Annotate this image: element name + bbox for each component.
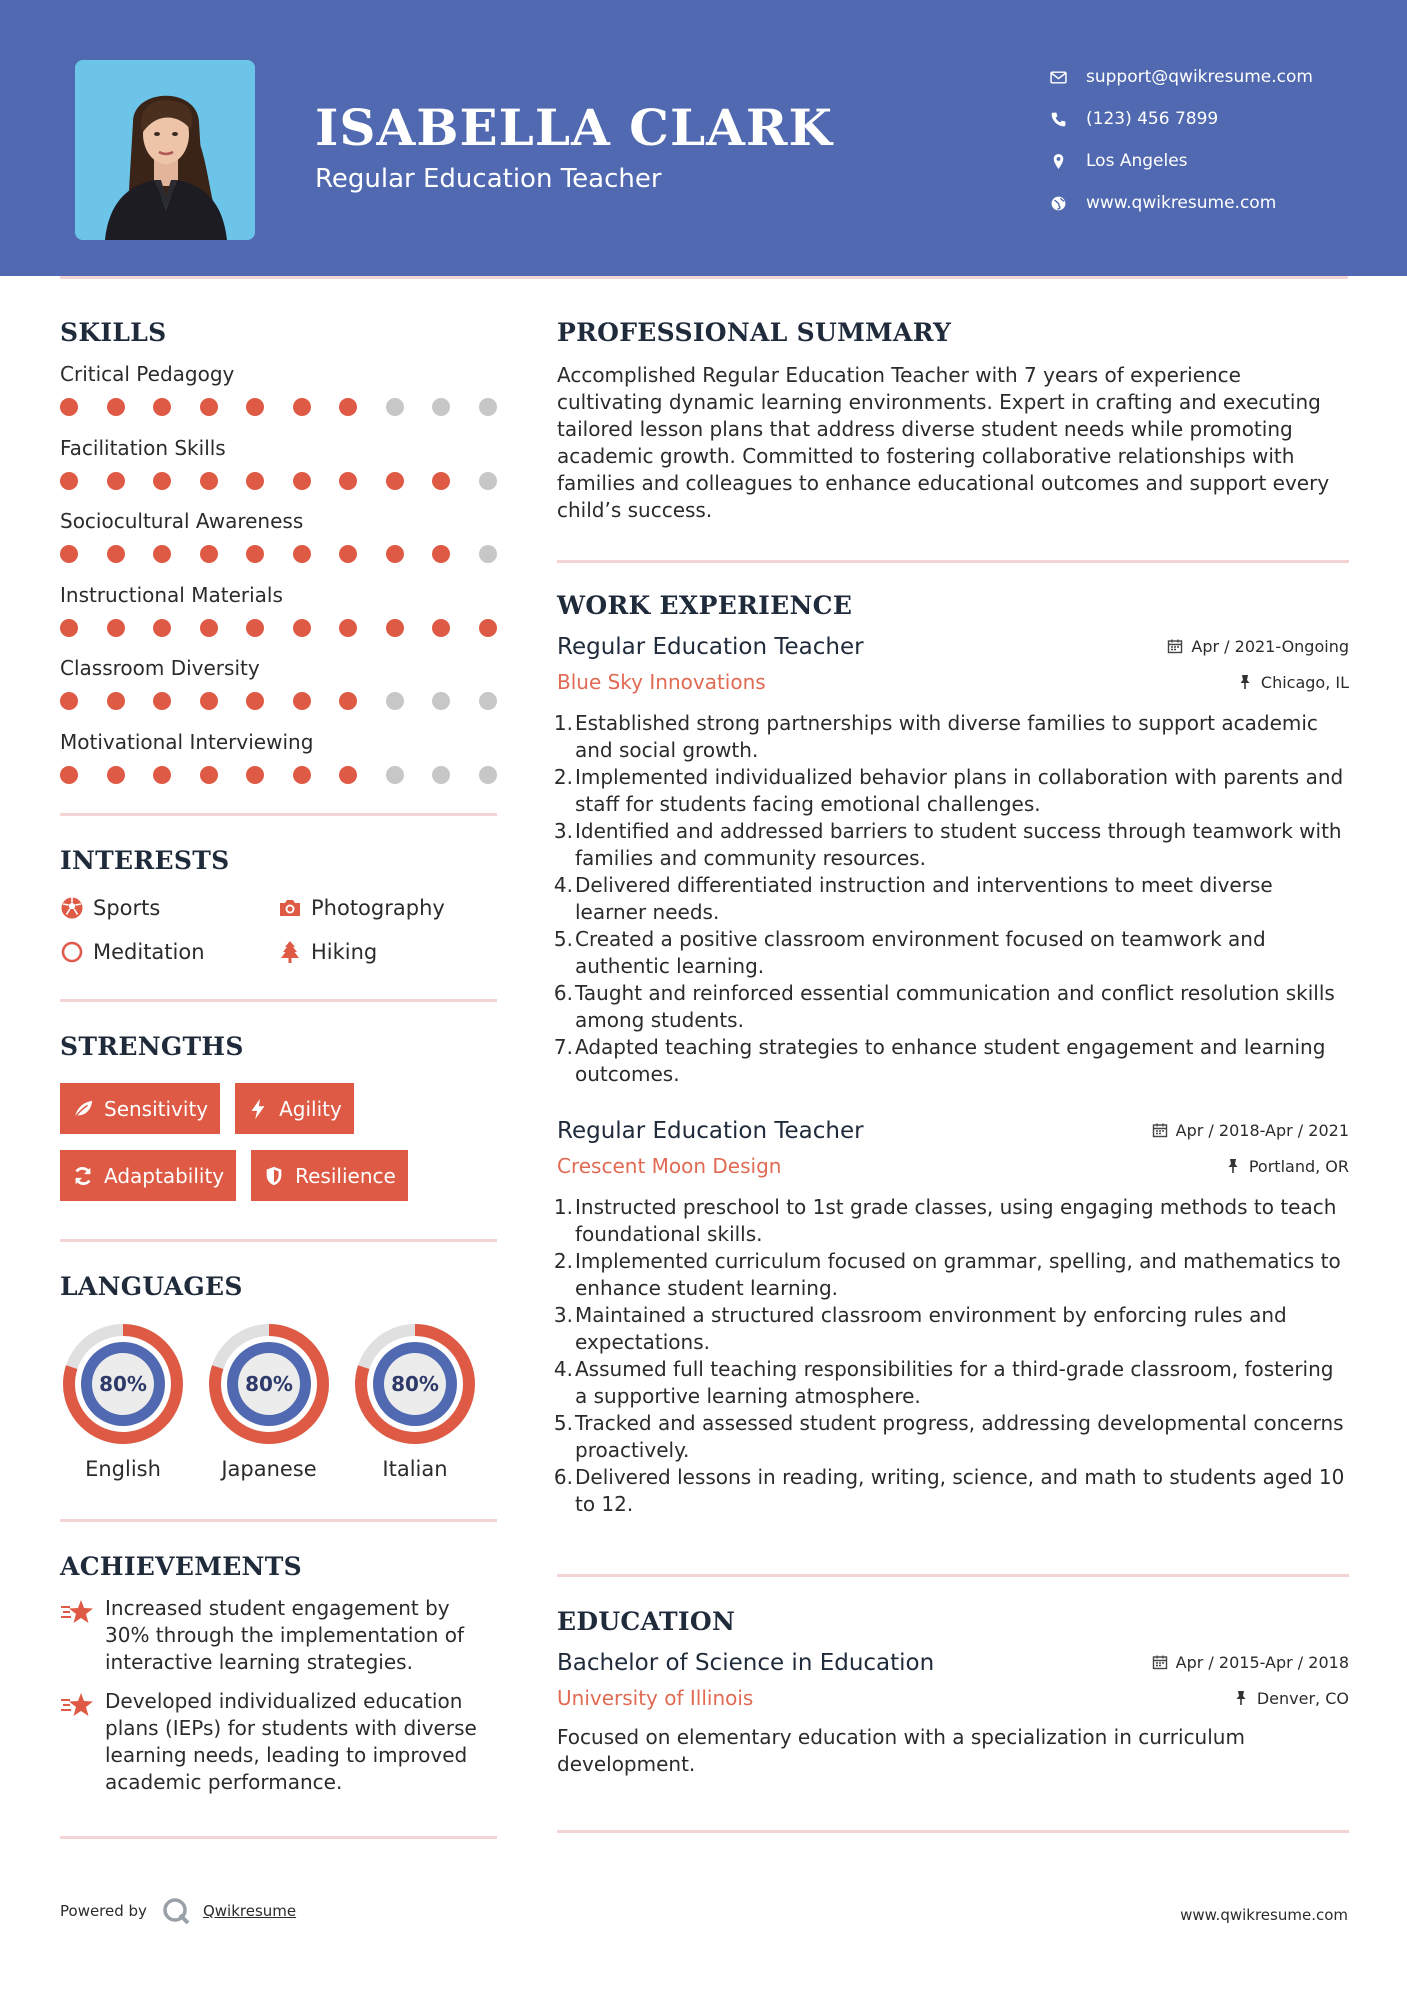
skill-name: Motivational Interviewing	[60, 729, 314, 754]
strength-label: Agility	[279, 1096, 342, 1121]
duty-number: 4.	[553, 873, 573, 897]
skill-dot-filled	[60, 692, 78, 710]
phone-icon	[1050, 111, 1086, 128]
language-percent: 80%	[99, 1372, 147, 1396]
circle-icon	[60, 940, 93, 964]
powered-by-text: Powered by	[60, 1902, 147, 1920]
duty-number: 1.	[553, 1195, 573, 1219]
duty-text: Maintained a structured classroom environment by enforcing rules and expectations.	[575, 1303, 1287, 1354]
duty-item	[553, 1302, 1349, 1356]
header-divider	[60, 276, 1348, 279]
skill-name: Sociocultural Awareness	[60, 509, 304, 533]
language-name: Italian	[382, 1457, 448, 1481]
language-progress-ring	[208, 1323, 330, 1445]
skill-rating	[60, 619, 497, 637]
strength-chip	[251, 1150, 408, 1201]
job-dates-text: Apr / 2021-Ongoing	[1191, 636, 1349, 656]
strength-label: Adaptability	[104, 1163, 225, 1188]
duty-item	[553, 1464, 1349, 1518]
skill-dot-filled	[432, 619, 450, 637]
duty-text: Implemented individualized behavior plans in collaboration with parents and staff for students facing emotional challenges.	[575, 765, 1344, 816]
achievements-title: ACHIEVEMENTS	[60, 1552, 302, 1581]
contact-location-text: Los Angeles	[1086, 151, 1188, 171]
skill-dot-filled	[339, 619, 357, 637]
skill-dot-filled	[293, 619, 311, 637]
language-percent: 80%	[245, 1372, 293, 1396]
skill-rating	[60, 398, 497, 416]
company-name: Crescent Moon Design	[557, 1154, 782, 1178]
strength-chip	[60, 1083, 220, 1134]
skill-dot-filled	[60, 619, 78, 637]
skill-dot-filled	[153, 692, 171, 710]
job-title: Regular Education Teacher	[557, 1118, 864, 1144]
skill-dot-filled	[107, 619, 125, 637]
duty-list	[553, 710, 1349, 1088]
contact-email[interactable]	[1050, 56, 1390, 98]
interests-title: INTERESTS	[60, 846, 230, 875]
skill-dot-filled	[200, 692, 218, 710]
skill-dot-filled	[153, 619, 171, 637]
achievement-item	[60, 1595, 497, 1676]
education-dates	[1152, 1653, 1349, 1672]
skill-dot-filled	[432, 545, 450, 563]
interest-item	[60, 893, 278, 923]
skill-dot-filled	[246, 398, 264, 416]
job-dates	[1167, 637, 1349, 656]
education-location-text: Denver, CO	[1256, 1688, 1349, 1708]
skill-dot-empty	[432, 692, 450, 710]
duty-item	[553, 710, 1349, 764]
skill-dot-filled	[107, 766, 125, 784]
section-divider	[557, 1830, 1349, 1833]
skill-item	[60, 730, 497, 792]
duty-item	[553, 764, 1349, 818]
language-name: English	[85, 1457, 161, 1481]
skill-dot-empty	[479, 472, 497, 490]
skill-dot-filled	[107, 472, 125, 490]
bolt-icon	[247, 1098, 269, 1120]
school-name: University of Illinois	[557, 1686, 754, 1710]
duty-number: 4.	[553, 1357, 573, 1381]
skill-name: Classroom Diversity	[60, 656, 260, 680]
leaf-icon	[72, 1098, 94, 1120]
language-progress-ring	[62, 1323, 184, 1445]
language-progress-ring	[354, 1323, 476, 1445]
skill-dot-filled	[200, 472, 218, 490]
skill-dot-filled	[200, 619, 218, 637]
duty-number: 3.	[553, 819, 573, 843]
strengths-section	[60, 1032, 497, 1201]
duty-text: Delivered differentiated instruction and interventions to meet diverse learner needs.	[575, 873, 1273, 924]
skill-rating	[60, 692, 497, 710]
skill-dot-filled	[246, 692, 264, 710]
skill-dot-empty	[479, 766, 497, 784]
interest-label: Sports	[93, 896, 161, 920]
section-divider	[60, 813, 497, 816]
skill-dot-filled	[293, 692, 311, 710]
job-dates-text: Apr / 2018-Apr / 2021	[1175, 1120, 1349, 1140]
language-item	[352, 1323, 478, 1481]
job-title: Regular Education Teacher	[557, 634, 864, 660]
resume-header	[0, 0, 1407, 276]
skill-dot-empty	[479, 692, 497, 710]
skill-dot-filled	[386, 472, 404, 490]
star-icon	[60, 1688, 105, 1796]
experience-section	[553, 591, 1349, 1518]
languages-list	[60, 1323, 497, 1481]
interest-label: Hiking	[311, 940, 378, 964]
strength-chip	[60, 1150, 236, 1201]
section-divider	[60, 1519, 497, 1522]
contact-website-text: www.qwikresume.com	[1086, 193, 1277, 213]
envelope-icon	[1050, 69, 1086, 86]
contact-website[interactable]	[1050, 182, 1390, 224]
duty-item	[553, 818, 1349, 872]
skill-dot-filled	[339, 692, 357, 710]
achievement-text: Developed individualized education plans (IEPs) for students with diverse learning needs, leading to improved academic performance.	[105, 1689, 477, 1794]
skill-dot-filled	[432, 472, 450, 490]
skills-section	[60, 318, 497, 791]
interest-item	[278, 893, 497, 923]
camera-icon	[278, 896, 311, 920]
duty-item	[553, 1034, 1349, 1088]
skill-dot-filled	[60, 545, 78, 563]
job-entry	[553, 1118, 1349, 1518]
skill-dot-filled	[339, 398, 357, 416]
duty-item	[553, 980, 1349, 1034]
skill-dot-filled	[107, 545, 125, 563]
achievements-section	[60, 1552, 497, 1796]
job-dates	[1152, 1121, 1349, 1140]
skill-dot-filled	[246, 472, 264, 490]
duty-number: 6.	[553, 1465, 573, 1489]
skill-dot-empty	[386, 398, 404, 416]
right-column	[553, 318, 1349, 1833]
summary-text: Accomplished Regular Education Teacher with 7 years of experience cultivating dynamic learning environments. Expert in crafting and executing tailored lesson plans that address diverse student needs while promoting academic growth. Committed to fostering collaborative relationships with families and colleagues to enhance educational outcomes and support every child’s success.	[557, 363, 1330, 522]
skill-dot-filled	[293, 766, 311, 784]
skill-dot-filled	[60, 398, 78, 416]
map-marker-icon	[1050, 153, 1086, 170]
achievement-item	[60, 1688, 497, 1796]
candidate-name: ISABELLA CLARK	[315, 98, 833, 157]
skill-dot-filled	[293, 545, 311, 563]
skills-title: SKILLS	[60, 318, 167, 347]
skill-dot-filled	[479, 619, 497, 637]
job-location	[1225, 1157, 1349, 1176]
achievement-text: Increased student engagement by 30% through the implementation of interactive learning strategies.	[105, 1596, 465, 1674]
interest-item	[278, 937, 497, 967]
profile-photo	[75, 60, 255, 240]
skill-name: Facilitation Skills	[60, 435, 226, 460]
skill-item	[60, 656, 497, 718]
duty-text: Taught and reinforced essential communication and conflict resolution skills among students.	[575, 981, 1335, 1032]
job-location	[1237, 673, 1349, 692]
skill-item	[60, 436, 497, 498]
tree-icon	[278, 940, 311, 964]
skill-dot-filled	[107, 692, 125, 710]
section-divider	[60, 1836, 497, 1839]
contact-email-text: support@qwikresume.com	[1086, 67, 1313, 87]
duty-text: Assumed full teaching responsibilities for a third-grade classroom, fostering a supportive learning atmosphere.	[575, 1357, 1334, 1408]
qwikresume-logo-icon	[161, 1896, 191, 1926]
calendar-icon	[1152, 1122, 1168, 1138]
education-title: EDUCATION	[557, 1607, 736, 1636]
interest-item	[60, 937, 278, 967]
section-divider	[60, 999, 497, 1002]
strengths-title: STRENGTHS	[60, 1032, 244, 1061]
left-column	[60, 318, 497, 1839]
interests-list	[60, 893, 497, 967]
duty-number: 5.	[553, 1411, 573, 1435]
languages-section	[60, 1272, 497, 1481]
experience-title: WORK EXPERIENCE	[557, 591, 853, 620]
skill-item	[60, 583, 497, 645]
duty-number: 2.	[553, 1249, 573, 1273]
skill-dot-empty	[432, 398, 450, 416]
skill-name: Instructional Materials	[60, 582, 283, 607]
section-divider	[60, 1239, 497, 1242]
language-item	[60, 1323, 186, 1481]
education-description: Focused on elementary education with a specialization in curriculum development.	[557, 1725, 1245, 1776]
strength-chip	[235, 1083, 354, 1134]
pin-icon	[1237, 674, 1253, 690]
company-name: Blue Sky Innovations	[557, 670, 766, 694]
skill-dot-empty	[479, 398, 497, 416]
pin-icon	[1225, 1158, 1241, 1174]
summary-section	[557, 318, 1349, 524]
duty-text: Delivered lessons in reading, writing, science, and math to students aged 10 to 12.	[575, 1465, 1345, 1516]
strengths-list	[60, 1083, 497, 1201]
pin-icon	[1233, 1690, 1249, 1706]
contact-phone[interactable]	[1050, 98, 1390, 140]
candidate-role: Regular Education Teacher	[315, 164, 662, 194]
duty-number: 2.	[553, 765, 573, 789]
duty-item	[553, 872, 1349, 926]
skill-item	[60, 509, 497, 571]
skill-dot-filled	[153, 398, 171, 416]
summary-title: PROFESSIONAL SUMMARY	[557, 318, 952, 347]
shield-icon	[263, 1165, 285, 1187]
skill-dot-empty	[432, 766, 450, 784]
skill-dot-empty	[386, 766, 404, 784]
duty-item	[553, 1194, 1349, 1248]
duty-list	[553, 1194, 1349, 1518]
education-dates-text: Apr / 2015-Apr / 2018	[1175, 1652, 1349, 1672]
globe-icon	[1050, 195, 1086, 212]
skill-dot-filled	[200, 398, 218, 416]
star-icon	[60, 1595, 105, 1676]
skill-dot-filled	[246, 545, 264, 563]
duty-text: Tracked and assessed student progress, addressing developmental concerns proactively.	[575, 1411, 1344, 1462]
duty-number: 6.	[553, 981, 573, 1005]
contact-phone-text: (123) 456 7899	[1086, 109, 1219, 129]
skill-rating	[60, 766, 497, 784]
footer-powered-by	[60, 1896, 296, 1926]
duty-text: Implemented curriculum focused on grammar, spelling, and mathematics to enhance student learning.	[575, 1249, 1341, 1300]
duty-item	[553, 1410, 1349, 1464]
job-location-text: Portland, OR	[1248, 1156, 1349, 1176]
skill-dot-filled	[293, 398, 311, 416]
duty-item	[553, 1248, 1349, 1302]
calendar-icon	[1152, 1654, 1168, 1670]
skill-dot-filled	[200, 766, 218, 784]
strength-label: Resilience	[295, 1163, 396, 1188]
skill-dot-filled	[339, 766, 357, 784]
skill-dot-filled	[246, 619, 264, 637]
job-location-text: Chicago, IL	[1260, 672, 1349, 692]
skill-dot-filled	[339, 545, 357, 563]
soccer-ball-icon	[60, 896, 93, 920]
profile-portrait-image	[75, 60, 255, 240]
degree-title: Bachelor of Science in Education	[557, 1650, 935, 1676]
contact-list	[1050, 56, 1390, 224]
skill-dot-filled	[200, 545, 218, 563]
refresh-icon	[72, 1165, 94, 1187]
skill-dot-filled	[60, 472, 78, 490]
job-entry	[553, 634, 1349, 1088]
skill-dot-filled	[293, 472, 311, 490]
section-divider	[557, 1574, 1349, 1577]
interests-section	[60, 846, 497, 967]
language-name: Japanese	[221, 1457, 317, 1481]
duty-number: 7.	[553, 1035, 573, 1059]
skill-dot-filled	[153, 545, 171, 563]
interest-label: Meditation	[93, 940, 205, 964]
skill-rating	[60, 545, 497, 563]
skill-dot-filled	[246, 766, 264, 784]
skill-dot-filled	[107, 398, 125, 416]
skill-dot-filled	[386, 619, 404, 637]
skill-rating	[60, 472, 497, 490]
skills-list	[60, 362, 497, 791]
skill-dot-empty	[386, 692, 404, 710]
footer-website[interactable]: www.qwikresume.com	[1180, 1906, 1348, 1924]
education-section	[557, 1607, 1349, 1778]
duty-item	[553, 1356, 1349, 1410]
language-percent: 80%	[391, 1372, 439, 1396]
language-item	[206, 1323, 332, 1481]
duty-text: Instructed preschool to 1st grade classes, using engaging methods to teach foundational skills.	[575, 1195, 1337, 1246]
calendar-icon	[1167, 638, 1183, 654]
education-location	[1233, 1689, 1349, 1708]
skill-dot-filled	[153, 766, 171, 784]
brand-link[interactable]: Qwikresume	[202, 1902, 297, 1920]
skill-dot-empty	[479, 545, 497, 563]
skill-name: Critical Pedagogy	[60, 362, 235, 386]
strength-label: Sensitivity	[104, 1096, 209, 1121]
duty-text: Adapted teaching strategies to enhance student engagement and learning outcomes.	[575, 1035, 1326, 1086]
skill-dot-filled	[386, 545, 404, 563]
duty-number: 1.	[553, 711, 573, 735]
duty-number: 5.	[553, 927, 573, 951]
duty-text: Created a positive classroom environment focused on teamwork and authentic learning.	[575, 927, 1266, 978]
skill-dot-filled	[60, 766, 78, 784]
duty-item	[553, 926, 1349, 980]
contact-location	[1050, 140, 1390, 182]
interest-label: Photography	[311, 896, 445, 920]
duty-text: Identified and addressed barriers to student success through teamwork with families and community resources.	[575, 819, 1342, 870]
duty-number: 3.	[553, 1303, 573, 1327]
section-divider	[557, 560, 1349, 563]
duty-text: Established strong partnerships with diverse families to support academic and social growth.	[575, 711, 1318, 762]
languages-title: LANGUAGES	[60, 1272, 243, 1301]
skill-dot-filled	[339, 472, 357, 490]
skill-item	[60, 362, 497, 424]
skill-dot-filled	[153, 472, 171, 490]
